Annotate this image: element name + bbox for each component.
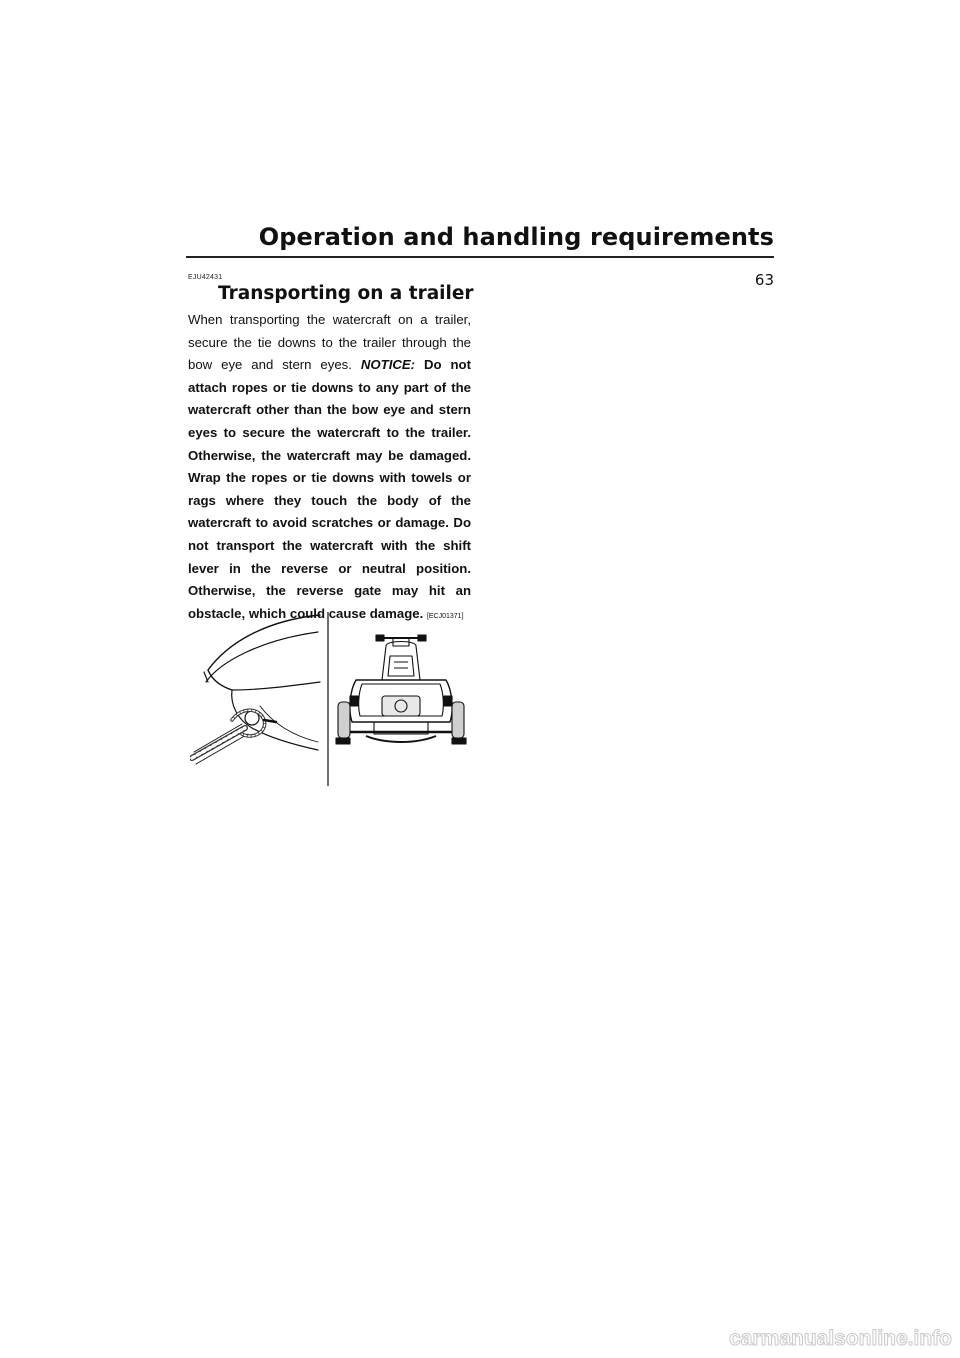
page-header-title: Operation and handling requirements — [258, 223, 774, 251]
watermark-text: carmanualsonline.info — [729, 1327, 952, 1350]
notice-label: NOTICE: — [360, 357, 416, 373]
section-body — [188, 309, 471, 628]
page-number: 63 — [754, 271, 774, 289]
bow-eye-rope-illustration-icon — [192, 615, 320, 764]
watercraft-on-trailer-rear-illustration-icon — [336, 635, 466, 744]
section-title: Transporting on a trailer — [218, 283, 474, 304]
section-code: EJU42431 — [188, 274, 223, 281]
notice-reference-code: [ECJ01371] — [426, 612, 464, 620]
notice-text: Do not attach ropes or tie downs to any part of the watercraft other than the bow eye and stern eyes to secure the watercraft to the trailer. Otherwise, the watercraft may be damaged. Wrap the ropes or tie downs with towels or rags where they touch the body of the watercraft to avoid scratches or damage. Do not transport the watercraft with the shift lever in the reverse or neutral position. Otherwise, the reverse gate may hit an obstacle, which could cause damage. — [188, 357, 471, 621]
trailer-figure — [190, 610, 475, 790]
watermark-logo — [672, 1325, 954, 1351]
trailer-illustration — [190, 610, 475, 790]
intro-text: When transporting the watercraft on a trailer, secure the tie downs to the trailer through the bow eye and stern eyes. — [188, 312, 471, 373]
page-header — [186, 222, 774, 258]
